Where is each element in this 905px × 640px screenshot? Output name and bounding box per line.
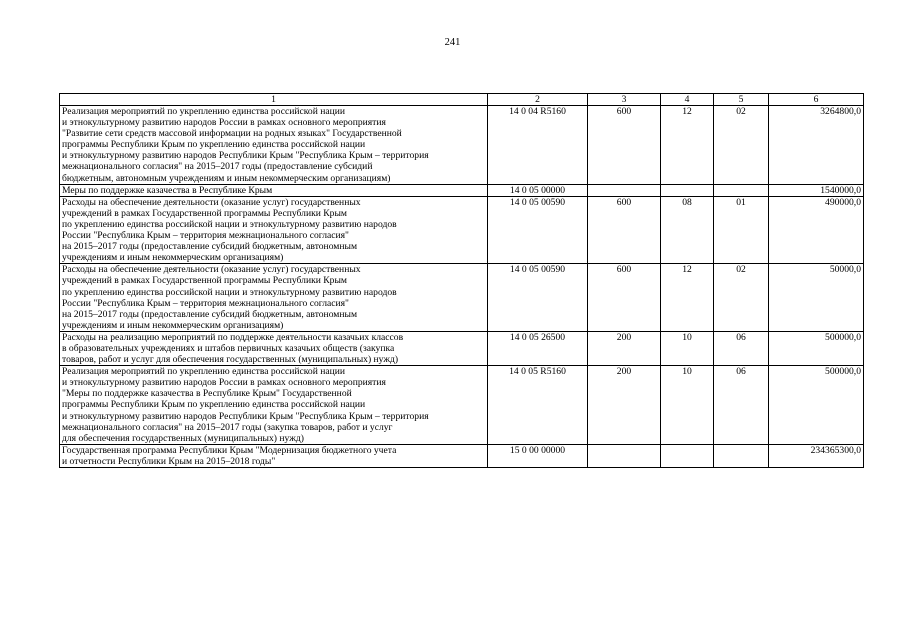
- row-code: 14 0 05 00000: [488, 184, 588, 196]
- row-name: Меры по поддержке казачества в Республике Крым: [60, 184, 488, 196]
- row-col-5: [714, 444, 769, 467]
- row-name: Государственная программа Республики Крым "Модернизация бюджетного учета и отчетности Республики Крым на 2015–2018 годы": [60, 444, 488, 467]
- row-sum: 490000,0: [769, 196, 864, 264]
- row-sum: 234365300,0: [769, 444, 864, 467]
- row-col-4: 08: [661, 196, 714, 264]
- row-col-4: 12: [661, 264, 714, 332]
- budget-table: [59, 93, 864, 468]
- row-code: 14 0 05 R5160: [488, 366, 588, 445]
- header-col-6: 6: [769, 94, 864, 106]
- row-name: Реализация мероприятий по укреплению единства российской нации и этнокультурному развитию народов России в рамках основного мероприятия "Развитие сети средств массовой информации на родных языках" Государственной программы Республики Крым по укреплению единства российской нации и этнокультурному развитию народов Республики Крым "Республика Крым – территория межнационального согласия" на 2015–2017 годы (предоставление субсидий бюджетным, автономным учреждениям и иным некоммерческим организациям): [60, 106, 488, 185]
- row-col-4: [661, 444, 714, 467]
- header-col-1: 1: [60, 94, 488, 106]
- row-code: 15 0 00 00000: [488, 444, 588, 467]
- row-col-5: 02: [714, 106, 769, 185]
- row-code: 14 0 05 00590: [488, 264, 588, 332]
- row-col-5: 06: [714, 331, 769, 365]
- table-row: [60, 184, 864, 196]
- row-col-4: [661, 184, 714, 196]
- header-col-5: 5: [714, 94, 769, 106]
- header-col-2: 2: [488, 94, 588, 106]
- row-col-3: [588, 184, 661, 196]
- row-col-5: [714, 184, 769, 196]
- row-col-3: 600: [588, 264, 661, 332]
- row-sum: 500000,0: [769, 366, 864, 445]
- header-row: [60, 94, 864, 106]
- header-col-3: 3: [588, 94, 661, 106]
- row-col-3: 200: [588, 366, 661, 445]
- row-sum: 1540000,0: [769, 184, 864, 196]
- table-row: [60, 444, 864, 467]
- row-col-5: 01: [714, 196, 769, 264]
- row-sum: 3264800,0: [769, 106, 864, 185]
- row-col-4: 12: [661, 106, 714, 185]
- row-col-4: 10: [661, 366, 714, 445]
- row-col-3: [588, 444, 661, 467]
- table-row: [60, 331, 864, 365]
- row-code: 14 0 04 R5160: [488, 106, 588, 185]
- table-row: [60, 106, 864, 185]
- row-code: 14 0 05 26500: [488, 331, 588, 365]
- table-row: [60, 196, 864, 264]
- row-sum: 500000,0: [769, 331, 864, 365]
- row-col-3: 200: [588, 331, 661, 365]
- header-col-4: 4: [661, 94, 714, 106]
- table-row: [60, 366, 864, 445]
- row-col-3: 600: [588, 106, 661, 185]
- row-col-5: 06: [714, 366, 769, 445]
- row-col-4: 10: [661, 331, 714, 365]
- row-sum: 50000,0: [769, 264, 864, 332]
- row-name: Расходы на обеспечение деятельности (оказание услуг) государственных учреждений в рамках Государственной программы Республики Крым по укреплению единства российской нации и этнокультурному развитию народов России "Республика Крым – территория межнационального согласия" на 2015–2017 годы (предоставление субсидий бюджетным, автономным учреждениям и иным некоммерческим организациям): [60, 196, 488, 264]
- page-number: 241: [444, 37, 461, 48]
- table-row: [60, 264, 864, 332]
- row-col-3: 600: [588, 196, 661, 264]
- row-name: Реализация мероприятий по укреплению единства российской нации и этнокультурному развитию народов России в рамках основного мероприятия "Меры по поддержке казачества в Республике Крым" Государственной программы Республики Крым по укреплению единства российской нации и этнокультурному развитию народов Республики Крым "Республика Крым – территория межнационального согласия" на 2015–2017 годы (закупка товаров, работ и услуг для обеспечения государственных (муниципальных) нужд): [60, 366, 488, 445]
- row-col-5: 02: [714, 264, 769, 332]
- row-name: Расходы на реализацию мероприятий по поддержке деятельности казачьих классов в образовательных учреждениях и штабов первичных казачьих обществ (закупка товаров, работ и услуг для обеспечения государственных (муниципальных) нужд): [60, 331, 488, 365]
- row-code: 14 0 05 00590: [488, 196, 588, 264]
- row-name: Расходы на обеспечение деятельности (оказание услуг) государственных учреждений в рамках Государственной программы Республики Крым по укреплению единства российской нации и этнокультурному развитию народов России "Республика Крым – территория межнационального согласия" на 2015–2017 годы (предоставление субсидий бюджетным, автономным учреждениям и иным некоммерческим организациям): [60, 264, 488, 332]
